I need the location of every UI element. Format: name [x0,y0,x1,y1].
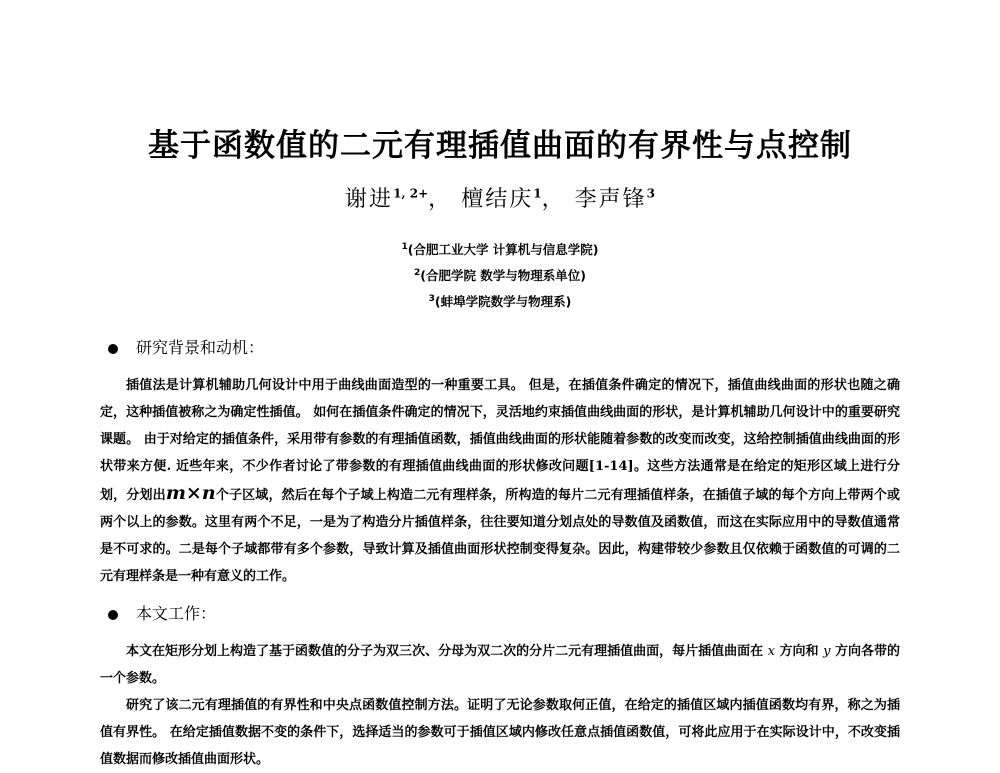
paragraph [100,372,900,590]
math-variable: x [767,644,776,659]
affiliation-text: (合肥学院 数学与物理系单位) [420,268,587,283]
affiliation-text: (合肥工业大学 计算机与信息学院) [407,242,599,257]
paragraph-text: 本文在矩形分划上构造了基于函数值的分子为双三次、分母为双二次的分片二元有理插值曲面，每片插值曲面在 [126,644,768,659]
author-name: 谢进 [345,187,394,212]
author-affiliation-mark: 1 [533,186,542,201]
author-name: 檀结庆 [461,187,534,212]
paragraph [100,638,900,692]
affiliation-mark: 1 [401,241,408,252]
paragraph-text: 个子区域，然后在每个子域上构造二元有理样条，所构造的每片二元有理插值样条，在插值子域的每个方向上带两个或两个以上的参数。这里有两个不足，一是为了构造分片插值样条，往往要知道分划点处的导数值及函数值，而这在实际应用中的导数值通常是不可求的。二是每个子域都带有多个参数，导致计算及插值曲面形状控制变得复杂。因此，构建带较少参数且仅依赖于函数值的可调的二元有理样条是一种有意义的工作。 [100,488,900,584]
paragraph-text: 插值法是计算机辅助几何设计中用于曲线曲面造型的一种重要工具。 但是，在插值条件确定的情况下，插值曲线曲面的形状也随之确定，这种插值被称之为确定性插值。 如何在插值条件确定的情况下，灵活地约束插值曲线曲面的形状，是计算机辅助几何设计中的重要研究课题。 由于对给定的插值条件，采用带有参数的有理插值函数，插值曲线曲面的形状能随着参数的改变而改变，这给控制插值曲线曲面的形状带来方便. 近些年来，不少作者讨论了带参数的有理插值曲线曲面的形状修改问题[1-14]。这些方法通常是在给定的矩形区域上进行分划，分划出 [100,378,900,503]
paper-title: 基于函数值的二元有理插值曲面的有界性与点控制 [148,128,852,164]
author-separator: ， [541,187,566,212]
section-heading [108,335,264,358]
affiliation-text: (蚌埠学院数学与物理系) [434,294,572,309]
bullet-icon [108,344,118,354]
affiliation [0,292,1000,310]
author-name: 李声锋 [574,187,647,212]
affiliation-mark: 3 [428,293,435,304]
affiliation [0,266,1000,284]
affiliation [0,240,1000,258]
paragraph: 研究了该二元有理插值的有界性和中央点函数值控制方法。证明了无论参数取何正值，在给定的插值区域内插值函数均有界，称之为插值有界性。 在给定插值数据不变的条件下，选择适当的参数可于插值区域内修改任意点插值函数值，可将此应用于在实际设计中，不改变插值数据而修改插值曲面形状。 [100,698,900,767]
affiliation-mark: 2 [413,267,421,278]
paragraph-text: 方向各带的一个参数。 [100,644,900,686]
math-variable: y [823,644,831,659]
section-heading-text: 研究背景和动机： [136,338,265,357]
author-separator: ， [428,187,453,212]
paragraph-text: 方向和 [775,644,824,659]
section-heading [108,601,216,624]
author-affiliation-mark: 3 [646,186,655,201]
math-expression: m×n [165,482,216,504]
bullet-icon [108,610,118,620]
author-line [0,182,1000,213]
author-affiliation-mark: 1, 2+ [393,186,429,201]
section-heading-text: 本文工作： [136,604,217,623]
